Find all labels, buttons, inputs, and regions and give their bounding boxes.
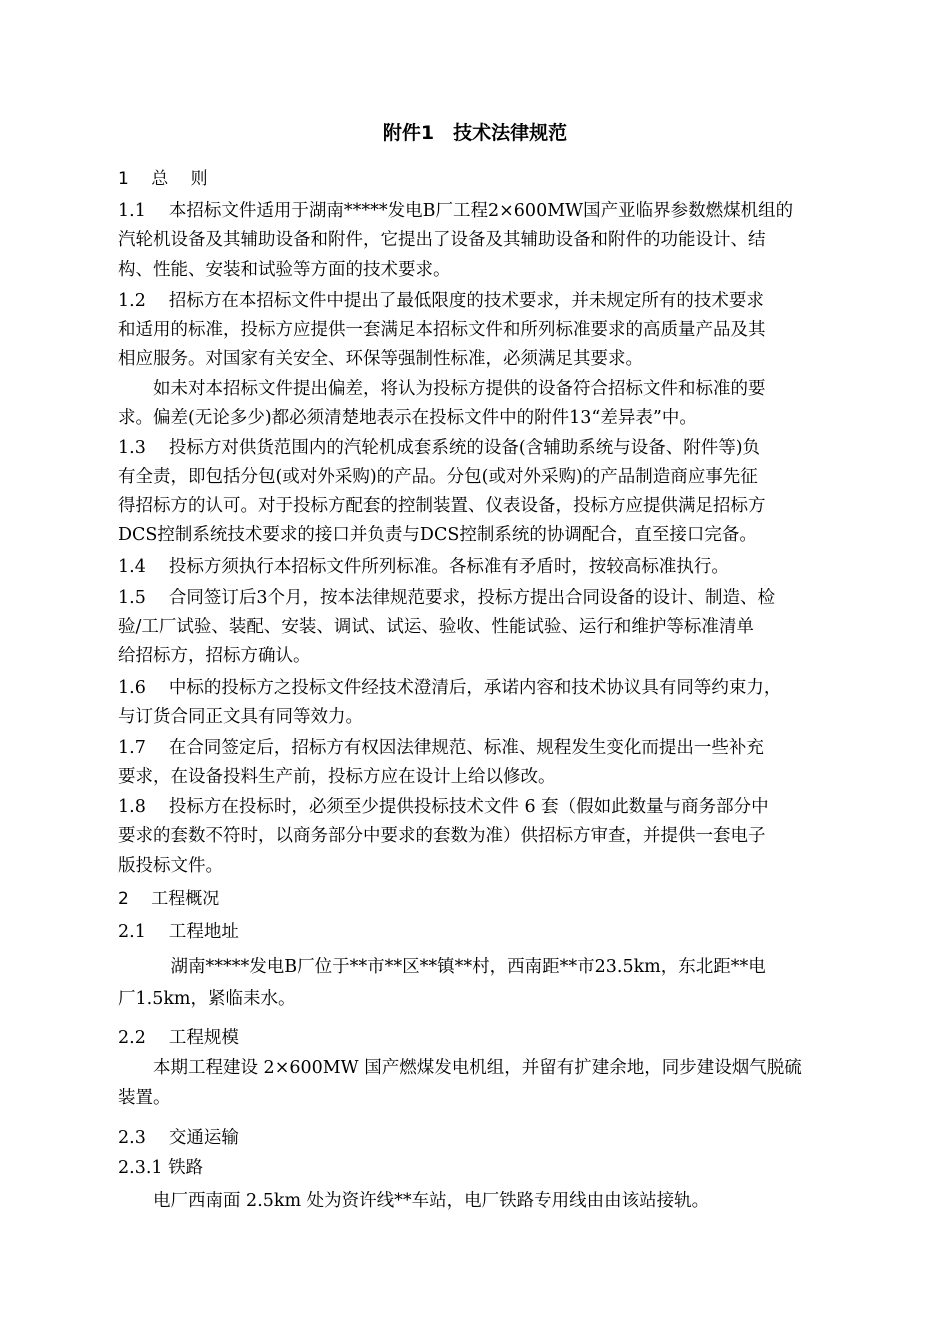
text-line: 得招标方的认可。对于投标方配套的控制装置、仪表设备，投标方应提供满足招标方 xyxy=(118,496,766,516)
section-heading: 2 工程概况 xyxy=(118,889,220,909)
text-line: 装置。 xyxy=(118,1088,171,1108)
text-line: 1.1 本招标文件适用于湖南*****发电B厂工程2×600MW国产亚临界参数燃煤机组的 xyxy=(118,201,794,221)
text-line: 1.6 中标的投标方之投标文件经技术澄清后，承诺内容和技术协议具有同等约束力， xyxy=(118,678,782,698)
text-line: 汽轮机设备及其辅助设备和附件，它提出了设备及其辅助设备和附件的功能设计、结 xyxy=(118,230,766,250)
text-line: 版投标文件。 xyxy=(118,856,223,876)
text-line: 1.7 在合同签定后，招标方有权因法律规范、标准、规程发生变化而提出一些补充 xyxy=(118,738,764,758)
text-line: 如未对本招标文件提出偏差，将认为投标方提供的设备符合招标文件和标准的要 xyxy=(118,379,766,399)
section-heading: 1 总 则 xyxy=(118,169,208,189)
text-line: 1.2 招标方在本招标文件中提出了最低限度的技术要求，并未规定所有的技术要求 xyxy=(118,291,764,311)
text-line: 本期工程建设 2×600MW 国产燃煤发电机组，并留有扩建余地，同步建设烟气脱硫 xyxy=(118,1058,802,1078)
text-line: 有全责，即包括分包(或对外采购)的产品。分包(或对外采购)的产品制造商应事先征 xyxy=(118,467,758,487)
text-line: 2.2 工程规模 xyxy=(118,1028,239,1048)
text-line: 2.1 工程地址 xyxy=(118,922,239,942)
text-line: 求。偏差(无论多少)都必须清楚地表示在投标文件中的附件13“差异表”中。 xyxy=(118,408,697,428)
text-line: 湖南*****发电B厂位于**市**区**镇**村，西南距**市23.5km，东北距**电 xyxy=(118,957,766,977)
text-line: DCS控制系统技术要求的接口并负责与DCS控制系统的协调配合，直至接口完备。 xyxy=(118,525,757,545)
text-line: 厂1.5km，紧临耒水。 xyxy=(118,989,296,1009)
text-line: 要求的套数不符时，以商务部分中要求的套数为准）供招标方审查，并提供一套电子 xyxy=(118,826,766,846)
text-line: 要求，在设备投料生产前，投标方应在设计上给以修改。 xyxy=(118,767,556,787)
text-line: 2.3 交通运输 xyxy=(118,1128,239,1148)
document-title: 附件1 技术法律规范 xyxy=(382,122,568,144)
text-line: 相应服务。对国家有关安全、环保等强制性标准，必须满足其要求。 xyxy=(118,349,643,369)
text-line: 1.3 投标方对供货范围内的汽轮机成套系统的设备(含辅助系统与设备、附件等)负 xyxy=(118,438,761,458)
text-line: 1.4 投标方须执行本招标文件所列标准。各标准有矛盾时，按较高标准执行。 xyxy=(118,557,729,577)
text-line: 和适用的标准，投标方应提供一套满足本招标文件和所列标准要求的高质量产品及其 xyxy=(118,320,766,340)
text-line: 1.8 投标方在投标时，必须至少提供投标技术文件 6 套（假如此数量与商务部分中 xyxy=(118,797,769,817)
text-line: 构、性能、安装和试验等方面的技术要求。 xyxy=(118,260,451,280)
text-line: 验/工厂试验、装配、安装、调试、试运、验收、性能试验、运行和维护等标准清单 xyxy=(118,617,754,637)
text-line: 1.5 合同签订后3个月，按本法律规范要求，投标方提出合同设备的设计、制造、检 xyxy=(118,588,776,608)
text-line: 2.3.1 铁路 xyxy=(118,1158,204,1178)
text-line: 电厂西南面 2.5km 处为资许线**车站，电厂铁路专用线由由该站接轨。 xyxy=(118,1191,710,1211)
text-line: 与订货合同正文具有同等效力。 xyxy=(118,707,363,727)
text-line: 给招标方，招标方确认。 xyxy=(118,646,311,666)
